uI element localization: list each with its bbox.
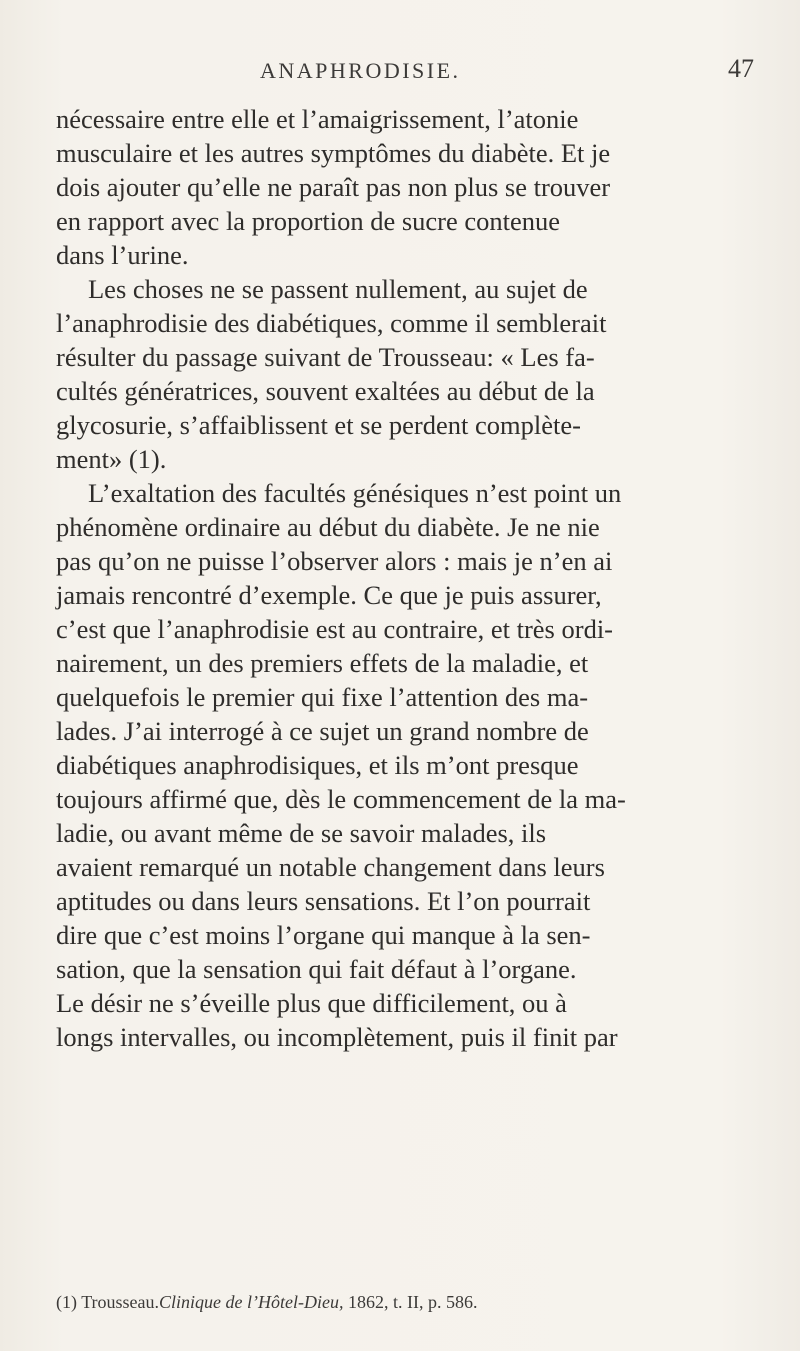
text-line: dois ajouter qu’elle ne paraît pas non plus se trouver bbox=[56, 172, 611, 202]
text-line: ment» (1). bbox=[56, 444, 167, 474]
text-line: Le désir ne s’éveille plus que difficilement, ou à bbox=[56, 988, 567, 1018]
text-line: Les choses ne se passent nullement, au sujet de bbox=[88, 274, 588, 304]
text-line: sation, que la sensation qui fait défaut à l’organe. bbox=[56, 954, 577, 984]
running-title: ANAPHRODISIE. bbox=[260, 58, 461, 83]
text-line: cultés génératrices, souvent exaltées au début de la bbox=[56, 376, 595, 406]
footnote-details: 1862, t. II, p. 586. bbox=[348, 1292, 478, 1312]
text-line: diabétiques anaphrodisiques, et ils m’ont presque bbox=[56, 750, 579, 780]
text-line: c’est que l’anaphrodisie est au contraire, et très ordi- bbox=[56, 614, 614, 644]
footnote-title: Clinique de l’Hôtel-Dieu, bbox=[159, 1292, 344, 1312]
page-number: 47 bbox=[728, 54, 754, 83]
text-line: ladie, ou avant même de se savoir malades, ils bbox=[56, 818, 547, 848]
footnote bbox=[56, 1292, 478, 1313]
text-line: phénomène ordinaire au début du diabète. Je ne nie bbox=[56, 512, 600, 542]
text-line: toujours affirmé que, dès le commencement de la ma- bbox=[56, 784, 626, 814]
text-line: résulter du passage suivant de Trousseau: « Les fa- bbox=[56, 342, 595, 372]
text-line: quelquefois le premier qui fixe l’attention des ma- bbox=[56, 682, 589, 712]
text-line: avaient remarqué un notable changement dans leurs bbox=[56, 852, 605, 882]
text-line: pas qu’on ne puisse l’observer alors : mais je n’en ai bbox=[56, 546, 613, 576]
text-line: dire que c’est moins l’organe qui manque à la sen- bbox=[56, 920, 591, 950]
text-line: en rapport avec la proportion de sucre contenue bbox=[56, 206, 561, 236]
footnote-marker: (1) bbox=[56, 1292, 77, 1312]
text-line: nécessaire entre elle et l’amaigrissement, l’atonie bbox=[56, 104, 579, 134]
text-line: aptitudes ou dans leurs sensations. Et l’on pourrait bbox=[56, 886, 591, 916]
text-line: nairement, un des premiers effets de la maladie, et bbox=[56, 648, 589, 678]
text-line: l’anaphrodisie des diabétiques, comme il semblerait bbox=[56, 308, 607, 338]
text-line: L’exaltation des facultés génésiques n’est point un bbox=[88, 478, 622, 508]
footnote-author: Trousseau. bbox=[81, 1292, 160, 1312]
text-line: musculaire et les autres symptômes du diabète. Et je bbox=[56, 138, 611, 168]
text-line: dans l’urine. bbox=[56, 240, 189, 270]
text-line: lades. J’ai interrogé à ce sujet un grand nombre de bbox=[56, 716, 589, 746]
text-line: jamais rencontré d’exemple. Ce que je puis assurer, bbox=[56, 580, 602, 610]
text-line: glycosurie, s’affaiblissent et se perdent complète- bbox=[56, 410, 581, 440]
text-line: longs intervalles, ou incomplètement, puis il finit par bbox=[56, 1022, 618, 1052]
